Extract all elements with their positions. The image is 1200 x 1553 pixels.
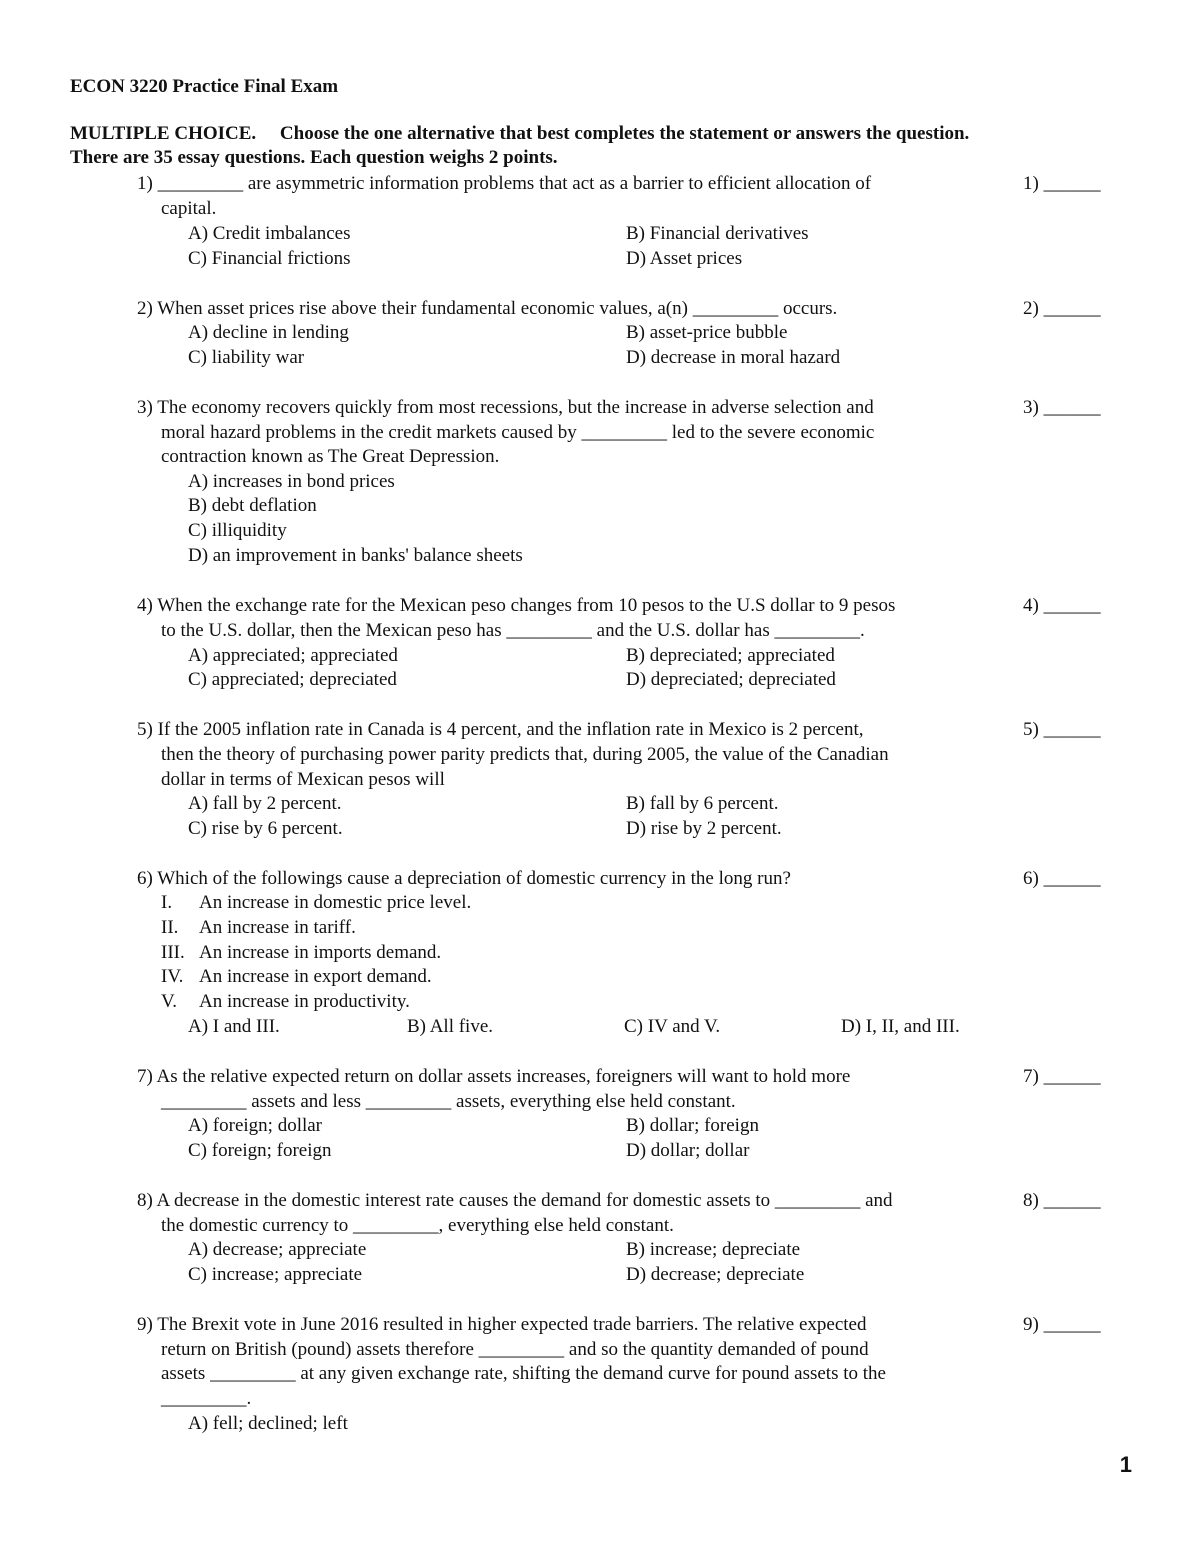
q7-line-1: 7) As the relative expected return on dollar assets increases, foreigners will want to hold more	[137, 1066, 851, 1087]
q6-roman-text-5: An increase in productivity.	[199, 991, 410, 1012]
q9-option-a: A) fell; declined; left	[188, 1413, 348, 1434]
q3-line-2: moral hazard problems in the credit markets caused by _________ led to the severe economic	[161, 422, 875, 443]
q2-option-a: A) decline in lending	[188, 322, 349, 343]
q7-option-a: A) foreign; dollar	[188, 1115, 323, 1136]
q6-roman-text-3: An increase in imports demand.	[199, 942, 442, 963]
q1-line-1: 1) _________ are asymmetric information problems that act as a barrier to efficient allocation of	[137, 173, 872, 194]
q9-line-4: _________.	[161, 1388, 252, 1409]
q3-option-c: C) illiquidity	[188, 520, 287, 541]
q2-answer-blank: 2) ______	[1023, 298, 1101, 319]
q6-roman-num-5: V.	[161, 991, 178, 1012]
q9-answer-blank: 9) ______	[1023, 1314, 1101, 1335]
q3-line-1: 3) The economy recovers quickly from most recessions, but the increase in adverse selection and	[137, 397, 874, 418]
q3-answer-blank: 3) ______	[1023, 397, 1101, 418]
q1-answer-blank: 1) ______	[1023, 173, 1101, 194]
q4-option-c: C) appreciated; depreciated	[188, 669, 397, 690]
q1-line-2: capital.	[161, 198, 217, 219]
q9-line-3: assets _________ at any given exchange rate, shifting the demand curve for pound assets to the	[161, 1363, 886, 1384]
q8-option-d: D) decrease; depreciate	[626, 1264, 805, 1285]
q4-option-a: A) appreciated; appreciated	[188, 645, 398, 666]
q6-option-b: B) All five.	[407, 1016, 494, 1037]
q6-option-c: C) IV and V.	[624, 1016, 721, 1037]
q8-line-2: the domestic currency to _________, everything else held constant.	[161, 1215, 674, 1236]
q5-option-b: B) fall by 6 percent.	[626, 793, 779, 814]
q3-option-d: D) an improvement in banks' balance sheets	[188, 545, 523, 566]
q8-line-1: 8) A decrease in the domestic interest rate causes the demand for domestic assets to _________ and	[137, 1190, 893, 1211]
q5-line-2: then the theory of purchasing power parity predicts that, during 2005, the value of the Canadian	[161, 744, 889, 765]
q7-line-2: _________ assets and less _________ assets, everything else held constant.	[161, 1091, 736, 1112]
instruction-text: Choose the one alternative that best completes the statement or answers the question.	[279, 123, 970, 144]
q5-option-a: A) fall by 2 percent.	[188, 793, 342, 814]
q8-option-a: A) decrease; appreciate	[188, 1239, 367, 1260]
q6-line-1: 6) Which of the followings cause a depreciation of domestic currency in the long run?	[137, 868, 791, 889]
instruction-line2: There are 35 essay questions. Each question weighs 2 points.	[70, 147, 558, 168]
q3-option-b: B) debt deflation	[188, 495, 317, 516]
q5-option-d: D) rise by 2 percent.	[626, 818, 782, 839]
q6-roman-num-2: II.	[161, 917, 179, 938]
q9-line-2: return on British (pound) assets therefore _________ and so the quantity demanded of pound	[161, 1339, 869, 1360]
page-number: 1	[1119, 1452, 1132, 1477]
q1-option-d: D) Asset prices	[626, 248, 743, 269]
q5-line-1: 5) If the 2005 inflation rate in Canada is 4 percent, and the inflation rate in Mexico is 2 percent,	[137, 719, 864, 740]
q4-line-2: to the U.S. dollar, then the Mexican peso has _________ and the U.S. dollar has _________.	[161, 620, 865, 641]
q6-answer-blank: 6) ______	[1023, 868, 1101, 889]
q5-option-c: C) rise by 6 percent.	[188, 818, 343, 839]
instructions	[70, 122, 1130, 170]
q6-option-a: A) I and III.	[188, 1016, 280, 1037]
q3-line-3: contraction known as The Great Depression.	[161, 446, 500, 467]
q1-option-b: B) Financial derivatives	[626, 223, 809, 244]
q9-line-1: 9) The Brexit vote in June 2016 resulted in higher expected trade barriers. The relative expected	[137, 1314, 867, 1335]
q8-option-c: C) increase; appreciate	[188, 1264, 363, 1285]
q1-option-a: A) Credit imbalances	[188, 223, 351, 244]
q2-line-1: 2) When asset prices rise above their fundamental economic values, a(n) _________ occurs.	[137, 298, 838, 319]
q1-option-c: C) Financial frictions	[188, 248, 351, 269]
q7-answer-blank: 7) ______	[1023, 1066, 1101, 1087]
q8-answer-blank: 8) ______	[1023, 1190, 1101, 1211]
q6-option-d: D) I, II, and III.	[841, 1016, 960, 1037]
q4-line-1: 4) When the exchange rate for the Mexican peso changes from 10 pesos to the U.S dollar to 9 pesos	[137, 595, 896, 616]
q2-option-b: B) asset-price bubble	[626, 322, 788, 343]
q8-option-b: B) increase; depreciate	[626, 1239, 801, 1260]
q4-option-b: B) depreciated; appreciated	[626, 645, 835, 666]
q7-option-b: B) dollar; foreign	[626, 1115, 759, 1136]
q4-answer-blank: 4) ______	[1023, 595, 1101, 616]
q2-option-d: D) decrease in moral hazard	[626, 347, 841, 368]
q6-roman-num-4: IV.	[161, 966, 184, 987]
q6-roman-num-3: III.	[161, 942, 185, 963]
q2-option-c: C) liability war	[188, 347, 305, 368]
q7-option-d: D) dollar; dollar	[626, 1140, 750, 1161]
q6-roman-text-2: An increase in tariff.	[199, 917, 356, 938]
q6-roman-num-1: I.	[161, 892, 173, 913]
q7-option-c: C) foreign; foreign	[188, 1140, 332, 1161]
q5-answer-blank: 5) ______	[1023, 719, 1101, 740]
page-title: ECON 3220 Practice Final Exam	[70, 76, 339, 97]
q4-option-d: D) depreciated; depreciated	[626, 669, 836, 690]
q5-line-3: dollar in terms of Mexican pesos will	[161, 769, 445, 790]
q6-roman-text-1: An increase in domestic price level.	[199, 892, 472, 913]
instruction-lead: MULTIPLE CHOICE.	[70, 123, 257, 144]
q3-option-a: A) increases in bond prices	[188, 471, 395, 492]
q6-roman-text-4: An increase in export demand.	[199, 966, 432, 987]
